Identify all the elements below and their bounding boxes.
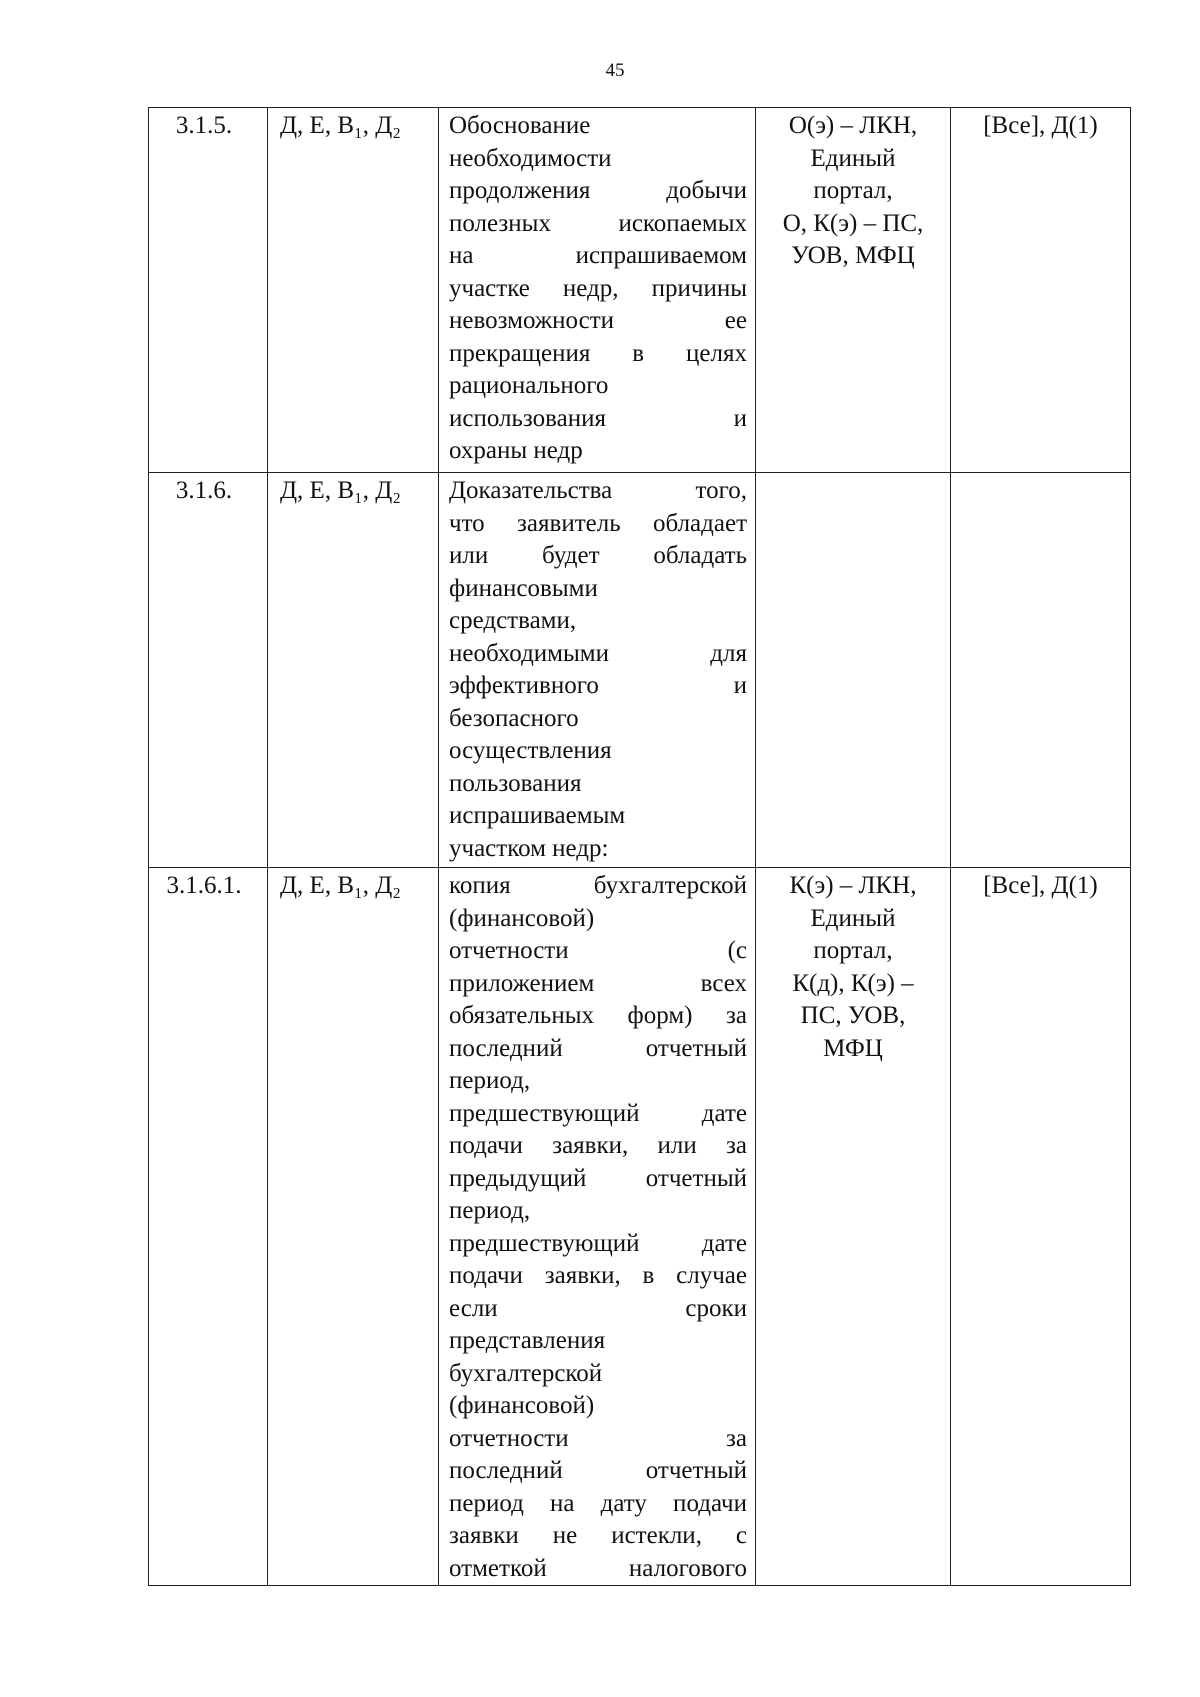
channel-line: ПС, УОВ, [800,1002,906,1029]
description-line: последний отчетный [449,1457,747,1484]
description-line: прекращения в целях [449,339,747,367]
item-number: 3.1.6.1. [149,868,268,1586]
description-line: осуществления [449,737,612,764]
description-line: отчетности (с [449,937,747,964]
document-forms [951,473,1131,868]
applicant-codes: Д, Е, В₁, Д₂ [268,868,439,1586]
document-forms [951,868,1131,1586]
channel-line: портал, [813,177,893,204]
channel-line: МФЦ [823,1034,883,1062]
description-line: необходимости [449,144,612,172]
description-line: бухгалтерской [449,1359,603,1387]
applicant-codes: Д, Е, В₁, Д₂ [268,108,439,473]
channel-line: О, К(э) – ПС, [782,209,924,237]
channel-line: Единый [810,144,896,172]
description-line: предыдущий отчетный [449,1164,747,1192]
description-line: участком недр: [449,834,609,862]
description-line: предшествующий дате [449,1229,747,1257]
description-line: обязательных форм) за [449,1002,747,1029]
description-line: участке недр, причины [449,274,747,302]
item-number: 3.1.6. [149,473,268,868]
description-line: отметкой налогового [449,1554,747,1582]
description-line: испрашиваемым [449,802,626,829]
description-line: средствами, [449,607,577,634]
description-line: период, [449,1067,531,1094]
submission-channels [756,473,951,868]
description-line: необходимыми для [449,639,747,667]
description-line: приложением всех [449,969,747,997]
channel-line: К(д), К(э) – [792,969,914,997]
channel-line: УОВ, МФЦ [791,242,915,269]
description-line: на испрашиваемом [449,242,747,269]
page-number: 45 [605,60,625,81]
description-line: или будет обладать [449,542,747,569]
description-line: эффективного и [449,672,747,699]
table-row [149,108,1131,473]
submission-channels [756,868,951,1586]
document-description [439,108,756,473]
submission-channels [756,108,951,473]
description-line: подачи заявки, в случае [449,1262,747,1289]
description-line: охраны недр [449,437,583,464]
description-line: Доказательства того, [449,477,747,504]
description-line: полезных ископаемых [449,209,747,237]
channel-line: портал, [813,937,893,964]
description-line: предшествующий дате [449,1099,747,1127]
document-forms [951,108,1131,473]
description-line: период на дату подачи [449,1489,747,1517]
description-line: если сроки [449,1294,747,1322]
description-line: что заявитель обладает [449,509,747,537]
forms-text: [Все], Д(1) [983,112,1098,139]
description-line: Обоснование [449,112,591,139]
item-number: 3.1.5. [149,108,268,473]
channel-line: О(э) – ЛКН, [788,112,918,139]
description-line: финансовыми [449,574,598,602]
description-line: использования и [449,404,747,432]
description-line: пользования [449,769,582,797]
document-description [439,473,756,868]
document-description [439,868,756,1586]
description-line: безопасного [449,704,579,732]
forms-text: [Все], Д(1) [983,872,1098,899]
description-line: заявки не истекли, с [449,1522,747,1549]
description-line: продолжения добычи [449,177,747,204]
description-line: период, [449,1197,531,1224]
description-line: (финансовой) [449,904,595,932]
applicant-codes: Д, Е, В₁, Д₂ [268,473,439,868]
table-row [149,868,1131,1586]
description-line: представления [449,1327,606,1354]
description-line: копия бухгалтерской [449,872,747,899]
table-row [149,473,1131,868]
description-line: отчетности за [449,1424,747,1452]
description-line: подачи заявки, или за [449,1132,747,1159]
description-line: невозможности ее [449,307,747,334]
requirements-table [148,107,1131,1586]
description-line: последний отчетный [449,1034,747,1062]
description-line: рационального [449,372,609,399]
description-line: (финансовой) [449,1392,595,1419]
channel-line: К(э) – ЛКН, [789,872,917,899]
channel-line: Единый [810,904,896,932]
